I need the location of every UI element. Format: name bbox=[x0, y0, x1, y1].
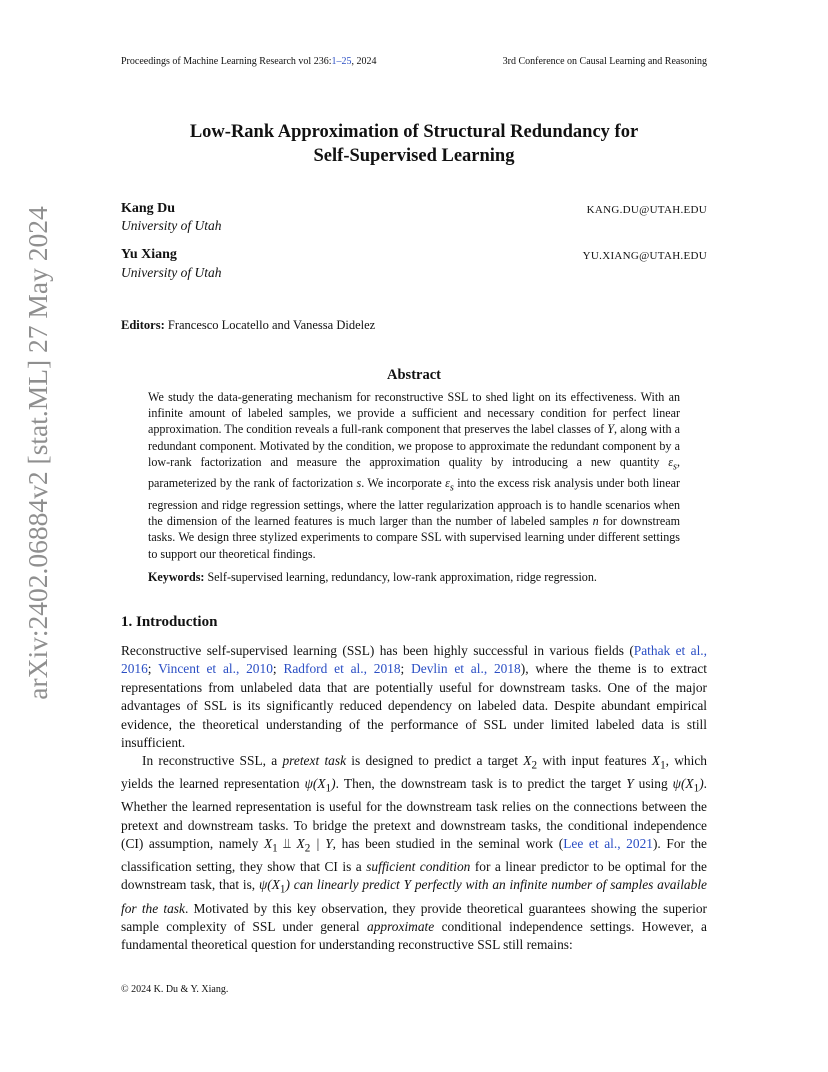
editors-line bbox=[121, 318, 375, 333]
citation-link[interactable]: Radford et al., 2018 bbox=[283, 661, 401, 677]
author-name: Kang Du bbox=[121, 201, 176, 216]
keywords-label: Keywords: bbox=[148, 570, 205, 584]
citation-link[interactable]: Devlin et al., 2018 bbox=[411, 661, 521, 677]
paper-title bbox=[121, 120, 707, 168]
running-header-left: Proceedings of Machine Learning Research vol 236:1–25, 2024 bbox=[121, 56, 377, 67]
author-name: Yu Xiang bbox=[121, 247, 177, 262]
author-affiliation: University of Utah bbox=[121, 265, 222, 280]
author-email: KANG.DU@UTAH.EDU bbox=[586, 204, 707, 216]
author-email: YU.XIANG@UTAH.EDU bbox=[582, 250, 707, 262]
intro-paragraph-2: In reconstructive SSL, a pretext task is designed to predict a target $X_2$ with input features $X_1$, which yields the learned representation $\psi(X_1)$. Then, the downstream task is to predict the target Y using $\psi(X_1)$. Whether the learned representation is useful for the downstream task relies on the connections between the pretext and downstream tasks. To bridge the pretext and downstream tasks, the conditional independence (CI) assumption, namely $X_1$ ⫫ $X_2$ | Y, has been studied in the seminal work (Lee et al., 2021). For the classification setting, they show that CI is a sufficient condition for a linear predictor to be optimal for the downstream task, that is, $\psi(X_1)$ can linearly predict Y perfectly with an infinite number of samples available for the task. Motivated by this key observation, they provide theoretical guarantees showing the superior sample complexity of SSL under general approximate conditional independence settings. However, a fundamental theoretical question for understanding reconstructive SSL still remains: bbox=[121, 753, 708, 953]
editors-label: Editors: bbox=[121, 318, 165, 332]
section-heading: 1. Introduction bbox=[121, 614, 218, 630]
title-line-1: Low-Rank Approximation of Structural Redundancy for bbox=[189, 122, 639, 142]
keywords-line bbox=[148, 569, 680, 585]
running-header-right: 3rd Conference on Causal Learning and Reasoning bbox=[502, 56, 707, 67]
page-range-link[interactable]: 1–25 bbox=[331, 56, 352, 67]
intro-paragraph-1: Reconstructive self-supervised learning (SSL) has been highly successful in various fields (Pathak et al., 2016; Vincent et al., 2010; Radford et al., 2018; Devlin et al., 2018), where the theme is to extract representations from unlabeled data that are potentially useful for downstream tasks. One of the major advantages of SSL is its significantly reduced dependency on labeled data. Despite abundant empirical evidence, the theoretical understanding of the performance of SSL under limited labeled data is still insufficient. bbox=[121, 643, 707, 751]
title-line-2: Self-Supervised Learning bbox=[313, 146, 515, 166]
citation-link[interactable]: Pathak et al., 2016 bbox=[121, 643, 707, 677]
author-affiliation: University of Utah bbox=[121, 218, 222, 233]
editors-names: Francesco Locatello and Vanessa Didelez bbox=[164, 318, 376, 332]
abstract-body: We study the data-generating mechanism for reconstructive SSL to shed light on its effectiveness. With an infinite amount of labeled samples, we provide a sufficient and necessary condition for perfect linear approximation. The condition reveals a full-rank component that preserves the label classes of Y, along with a redundant component. Motivated by the condition, we propose to approximate the redundant component by a low-rank factorization and measure the approximation quality by introducing a new quantity $\varepsilon_s$, parameterized by the rank of factorization s. We incorporate $\varepsilon_s$ into the excess risk analysis under both linear regression and ridge regression settings, where the latter regularization approach is to handle scenarios when the dimension of the learned features is much larger than the number of labeled samples n for downstream tasks. We design three stylized experiments to compare SSL with supervised learning under different settings to support our theoretical findings. bbox=[148, 390, 680, 561]
citation-link[interactable]: Vincent et al., 2010 bbox=[158, 661, 273, 677]
copyright-notice: © 2024 K. Du & Y. Xiang. bbox=[121, 984, 229, 995]
arxiv-sidebar bbox=[8, 206, 68, 700]
arxiv-identifier: arXiv:2402.06884v2 [stat.ML] 27 May 2024 bbox=[22, 206, 53, 700]
keywords-text: Self-supervised learning, redundancy, low-rank approximation, ridge regression. bbox=[204, 570, 597, 584]
abstract-heading: Abstract bbox=[387, 367, 441, 383]
citation-link[interactable]: Lee et al., 2021 bbox=[563, 835, 653, 851]
